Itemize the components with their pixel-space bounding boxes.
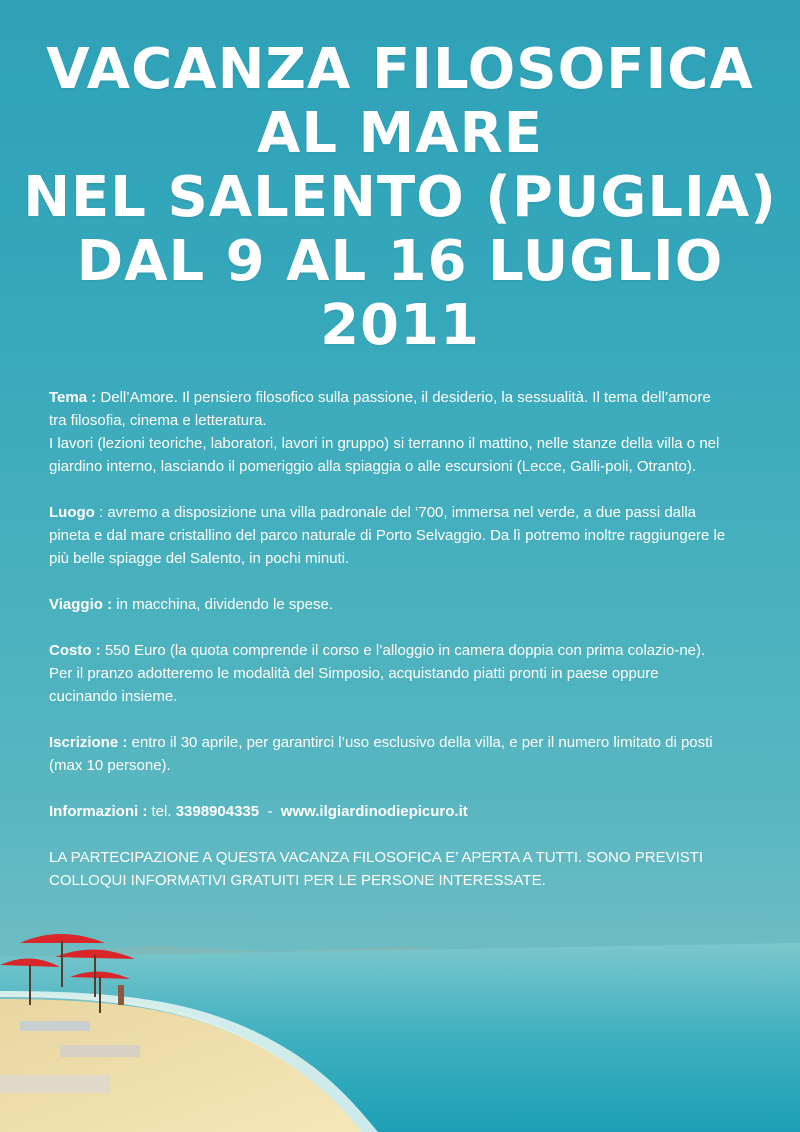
- sunbed: [20, 1021, 90, 1031]
- luogo-section: [49, 501, 729, 570]
- viaggio-text: in macchina, dividendo le spese.: [112, 596, 334, 613]
- info-separator: -: [259, 803, 281, 820]
- tema-section: [49, 386, 729, 478]
- costo-label: Costo :: [49, 642, 101, 659]
- costo-section: [49, 639, 729, 708]
- sunbed: [0, 1075, 110, 1093]
- tema-text-2: I lavori (lezioni teoriche, laboratori, lavori in gruppo) si terranno il mattino, nelle stanze della villa o nel giardino interno, lasciando il pomeriggio alla spiaggia o alle escursioni (Lecce, Galli-poli, Otranto).: [49, 435, 720, 475]
- iscrizione-text: entro il 30 aprile, per garantirci l’uso esclusivo della villa, e per il numero limitato di posti (max 10 persone).: [49, 734, 713, 774]
- informazioni-tel-prefix: tel.: [147, 803, 176, 820]
- title-line-1: VACANZA FILOSOFICA: [46, 37, 754, 102]
- costo-text: 550 Euro (la quota comprende il corso e l’alloggio in camera doppia con prima colazio-ne). Per il pranzo adotteremo le modalità del Simposio, acquistando piatti pronti in paese oppure cucinando insieme.: [49, 642, 706, 705]
- tema-label: Tema :: [49, 389, 97, 406]
- poster-title: [20, 38, 780, 358]
- title-line-2: AL MARE: [257, 101, 543, 166]
- informazioni-label: Informazioni :: [49, 803, 148, 820]
- beachgoer: [118, 985, 124, 1005]
- viaggio-section: [49, 593, 729, 616]
- viaggio-label: Viaggio :: [49, 596, 113, 613]
- informazioni-section: [49, 800, 729, 823]
- title-line-4: DAL 9 AL 16 LUGLIO: [76, 229, 724, 294]
- sunbed: [60, 1045, 140, 1057]
- beach-photo: [0, 925, 800, 1132]
- luogo-label: Luogo: [49, 504, 95, 521]
- title-line-5: 2011: [320, 293, 480, 358]
- notice-text: LA PARTECIPAZIONE A QUESTA VACANZA FILOSOFICA E’ APERTA A TUTTI. SONO PREVISTI COLLOQUI INFORMATIVI GRATUITI PER LE PERSONE INTERESSATE.: [49, 849, 704, 889]
- tema-text: Dell’Amore. Il pensiero filosofico sulla passione, il desiderio, la sessualità. Il tema dell’amore tra filosofia, cinema e letteratura.: [49, 389, 711, 429]
- phone-number: 3398904335: [175, 803, 260, 820]
- luogo-text: : avremo a disposizione una villa padronale del ‘700, immersa nel verde, a due passi dalla pineta e dal mare cristallino del parco naturale di Porto Selvaggio. Da lì potremo inoltre raggiungere le più belle spiagge del Salento, in pochi minuti.: [49, 504, 726, 567]
- iscrizione-section: [49, 731, 729, 777]
- poster-body: [49, 386, 729, 892]
- title-line-3: NEL SALENTO (PUGLIA): [23, 165, 777, 230]
- website-link[interactable]: www.ilgiardinodiepicuro.it: [280, 803, 468, 820]
- iscrizione-label: Iscrizione :: [49, 734, 128, 751]
